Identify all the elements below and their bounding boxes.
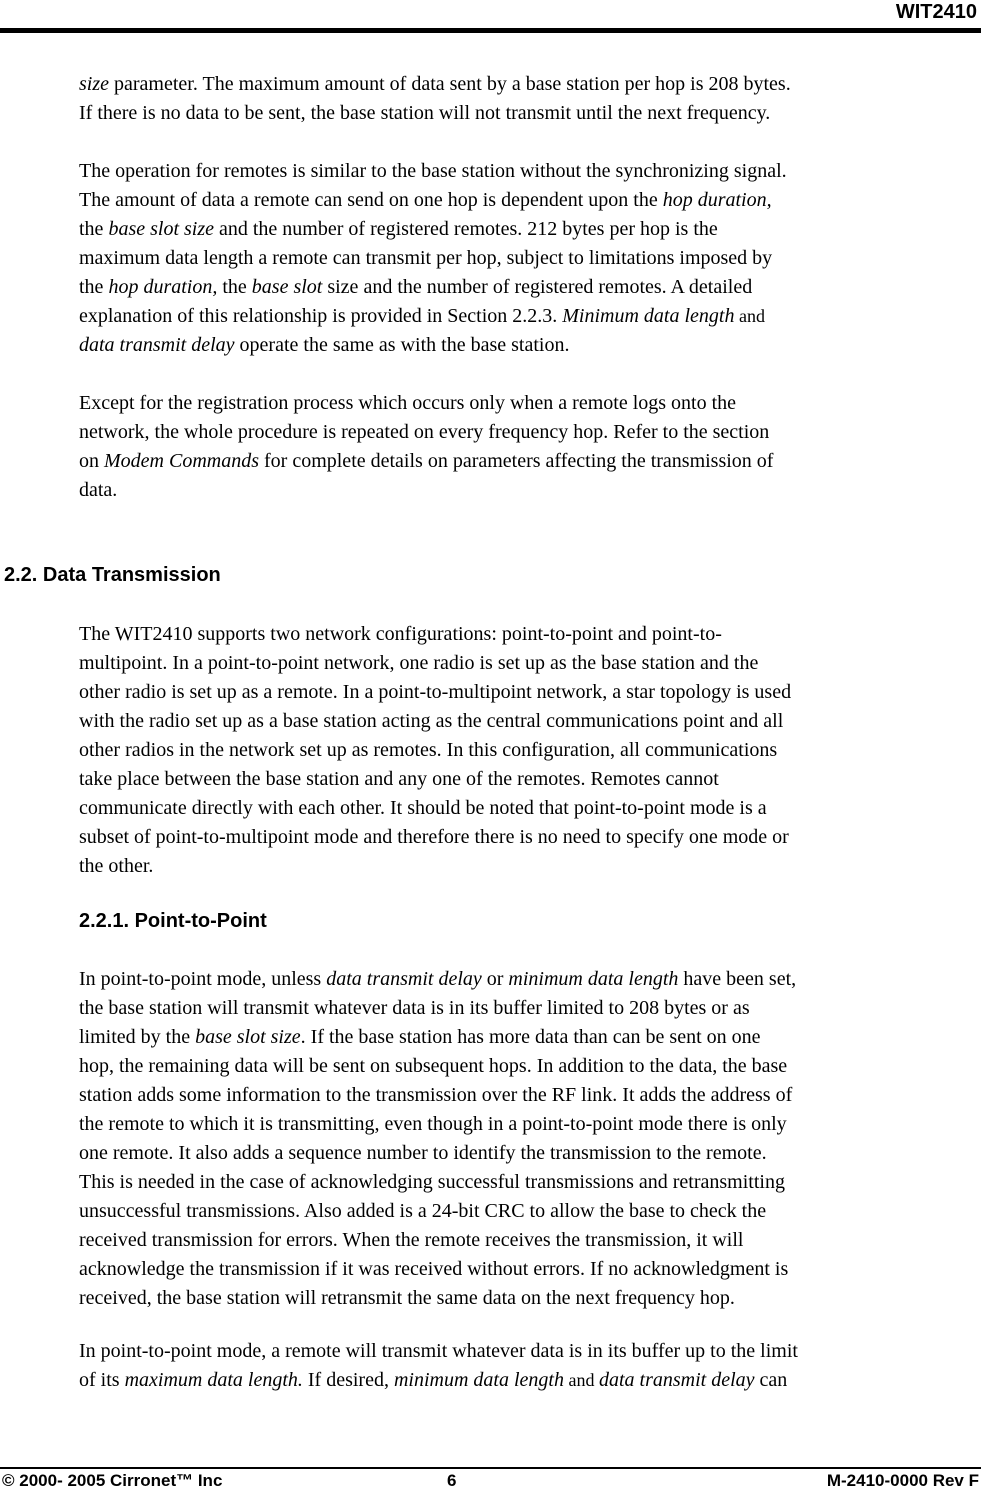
footer-page-number: 6: [447, 1471, 457, 1490]
text-run: station adds some information to the transmission over the RF link. It adds the address of: [79, 1084, 793, 1106]
text-line: [79, 852, 979, 881]
italic-term: data transmit delay: [598, 1369, 755, 1391]
text-run: with the radio set up as a base station acting as the central communications point and all: [79, 710, 784, 732]
footer-copyright: © 2000- 2005 Cirronet™ Inc: [2, 1471, 223, 1490]
text-line: [79, 70, 979, 99]
text-run: unsuccessful transmissions. Also added is a 24-bit CRC to allow the base to check the: [79, 1200, 767, 1222]
text-line: [79, 765, 979, 794]
text-run: In point-to-point mode, a remote will transmit whatever data is in its buffer up to the limit: [79, 1340, 798, 1362]
italic-term: data transmit delay: [326, 968, 482, 990]
text-line: [79, 794, 979, 823]
text-line: [79, 476, 979, 505]
page-header-title: WIT2410: [895, 1, 977, 23]
italic-term: base slot: [251, 276, 323, 298]
text-run: hop, the remaining data will be sent on subsequent hops. In addition to the data, the base: [79, 1055, 788, 1077]
text-run: other radio is set up as a remote. In a point-to-multipoint network, a star topology is used: [79, 681, 792, 703]
paragraph-point-to-point-remote: [79, 1337, 979, 1395]
text-line: [79, 1366, 979, 1395]
paragraph-remote-operation: [79, 157, 979, 360]
text-line: [79, 1023, 979, 1052]
text-run: In point-to-point mode, unless: [79, 968, 327, 990]
text-run: . If the base station has more data than can be sent on one: [300, 1026, 761, 1048]
italic-term: data transmit delay: [79, 334, 235, 356]
section-heading-point-to-point: 2.2.1. Point-to-Point: [79, 910, 267, 932]
italic-term: maximum data length.: [124, 1369, 303, 1391]
text-run: This is needed in the case of acknowledging successful transmissions and retransmitting: [79, 1171, 785, 1193]
paragraph-registration: [79, 389, 979, 505]
text-run: the: [79, 276, 109, 298]
text-run: other radios in the network set up as remotes. In this configuration, all communications: [79, 739, 778, 761]
text-line: [79, 99, 979, 128]
text-line: [79, 273, 979, 302]
text-run: have been set,: [678, 968, 797, 990]
italic-term: minimum data length: [508, 968, 679, 990]
text-run: If there is no data to be sent, the base station will not transmit until the next frequency.: [79, 102, 771, 124]
italic-term: base slot size: [108, 218, 214, 240]
text-run: the other.: [79, 855, 154, 877]
text-line: [79, 1197, 979, 1226]
text-line: [79, 331, 979, 360]
italic-term: minimum data length: [393, 1369, 564, 1391]
text-run: The amount of data a remote can send on one hop is dependent upon the: [79, 189, 663, 211]
text-run: and: [563, 1370, 599, 1390]
text-run: Except for the registration process which occurs only when a remote logs onto the: [79, 392, 737, 414]
text-run: If desired,: [302, 1369, 394, 1391]
text-run: of its: [79, 1369, 125, 1391]
text-run: take place between the base station and any one of the remotes. Remotes cannot: [79, 768, 719, 790]
text-line: [79, 447, 979, 476]
text-run: The WIT2410 supports two network configurations: point-to-point and point-to-: [79, 623, 722, 645]
text-line: [79, 1255, 979, 1284]
text-run: operate the same as with the base station.: [234, 334, 570, 356]
text-line: [79, 736, 979, 765]
text-run: network, the whole procedure is repeated on every frequency hop. Refer to the section: [79, 421, 770, 443]
text-run: data.: [79, 479, 118, 501]
paragraph-network-configurations: [79, 620, 979, 881]
text-line: [79, 965, 979, 994]
text-run: the: [79, 218, 109, 240]
italic-term: base slot size: [195, 1026, 301, 1048]
text-run: on: [79, 450, 104, 472]
text-line: [79, 186, 979, 215]
text-run: can: [754, 1369, 788, 1391]
text-line: [79, 1110, 979, 1139]
section-heading-data-transmission: 2.2. Data Transmission: [4, 564, 221, 586]
text-line: [79, 302, 979, 331]
text-run: and the number of registered remotes. 212 bytes per hop is the: [214, 218, 718, 240]
italic-term: Minimum data length: [562, 305, 735, 327]
text-run: the remote to which it is transmitting, even though in a point-to-point mode there is only: [79, 1113, 787, 1135]
italic-term: Modem Commands: [104, 450, 259, 472]
text-line: [79, 707, 979, 736]
text-run: limited by the: [79, 1026, 196, 1048]
paragraph-slot-size: [79, 70, 979, 128]
text-line: [79, 1139, 979, 1168]
text-run: maximum data length a remote can transmit per hop, subject to limitations imposed by: [79, 247, 773, 269]
text-line: [79, 1081, 979, 1110]
text-line: [79, 157, 979, 186]
text-line: [79, 1168, 979, 1197]
text-run: for complete details on parameters affecting the transmission of: [259, 450, 774, 472]
text-line: [79, 244, 979, 273]
text-run: explanation of this relationship is provided in Section 2.2.3.: [79, 305, 563, 327]
page-footer: [0, 1470, 981, 1492]
text-run: communicate directly with each other. It should be noted that point-to-point mode is a: [79, 797, 767, 819]
text-run: subset of point-to-multipoint mode and therefore there is no need to specify one mode or: [79, 826, 789, 848]
text-line: [79, 1337, 979, 1366]
text-line: [79, 215, 979, 244]
text-run: the: [217, 276, 252, 298]
italic-term: size: [79, 73, 109, 95]
text-run: multipoint. In a point-to-point network, one radio is set up as the base station and the: [79, 652, 759, 674]
text-line: [79, 823, 979, 852]
text-run: acknowledge the transmission if it was received without errors. If no acknowledgment is: [79, 1258, 789, 1280]
text-run: and: [734, 306, 765, 326]
text-run: The operation for remotes is similar to the base station without the synchronizing signal.: [79, 160, 787, 182]
text-run: parameter. The maximum amount of data sent by a base station per hop is 208 bytes.: [109, 73, 791, 95]
paragraph-point-to-point-base: [79, 965, 979, 1313]
footer-rule: [0, 1467, 981, 1469]
text-line: [79, 389, 979, 418]
text-line: [79, 620, 979, 649]
text-run: one remote. It also adds a sequence number to identify the transmission to the remote.: [79, 1142, 767, 1164]
text-line: [79, 1052, 979, 1081]
text-run: the base station will transmit whatever data is in its buffer limited to 208 bytes or as: [79, 997, 750, 1019]
text-line: [79, 649, 979, 678]
italic-term: hop duration,: [108, 276, 218, 298]
text-line: [79, 1226, 979, 1255]
text-run: received, the base station will retransmit the same data on the next frequency hop.: [79, 1287, 735, 1309]
text-run: received transmission for errors. When the remote receives the transmission, it will: [79, 1229, 744, 1251]
italic-term: hop duration,: [662, 189, 772, 211]
text-line: [79, 678, 979, 707]
text-line: [79, 418, 979, 447]
header-rule: [0, 28, 981, 33]
text-run: size and the number of registered remotes. A detailed: [322, 276, 753, 298]
text-run: or: [481, 968, 509, 990]
text-line: [79, 994, 979, 1023]
footer-document-id: M-2410-0000 Rev F: [826, 1471, 979, 1490]
text-line: [79, 1284, 979, 1313]
